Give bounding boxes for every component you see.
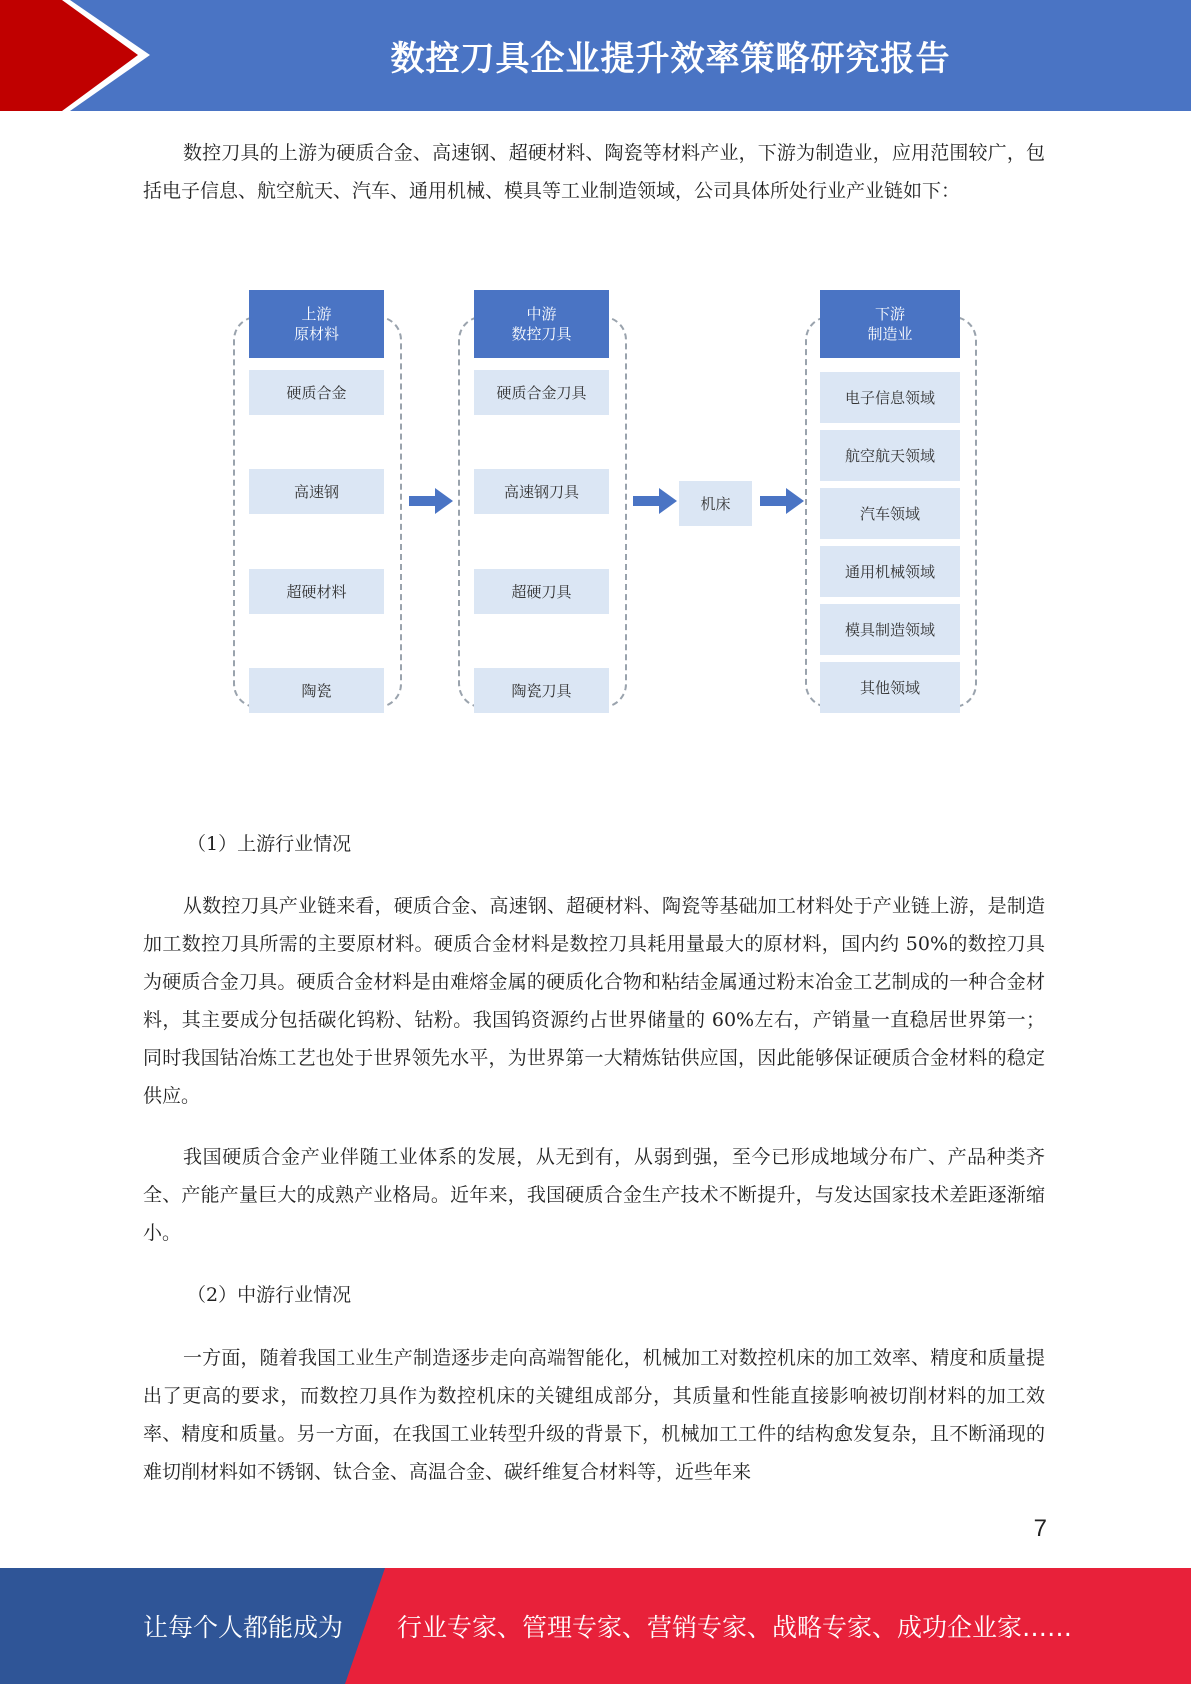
downstream-header-line2: 制造业 bbox=[867, 325, 913, 343]
midstream-item: 陶瓷刀具 bbox=[474, 668, 609, 713]
section1-heading: （1）上游行业情况 bbox=[187, 833, 352, 855]
upstream-item: 高速钢 bbox=[249, 469, 384, 514]
downstream-item: 模具制造领域 bbox=[820, 604, 960, 655]
downstream-header-line1: 下游 bbox=[874, 305, 905, 323]
midstream-header bbox=[474, 290, 609, 358]
upstream-item: 超硬材料 bbox=[249, 569, 384, 614]
machine-tool-box: 机床 bbox=[679, 481, 752, 526]
downstream-item: 通用机械领域 bbox=[820, 546, 960, 597]
downstream-item: 汽车领域 bbox=[820, 488, 960, 539]
upstream-item: 硬质合金 bbox=[249, 370, 384, 415]
page-number: 7 bbox=[1033, 1515, 1047, 1542]
downstream-item: 其他领域 bbox=[820, 662, 960, 713]
header-chevron-decoration bbox=[0, 0, 150, 111]
footer-slogan-left: 让每个人都能成为 bbox=[143, 1613, 344, 1642]
industry-chain-diagram bbox=[228, 286, 978, 726]
footer-slogan-right: 行业专家、管理专家、营销专家、战略专家、成功企业家…… bbox=[397, 1613, 1073, 1642]
upstream-header-line1: 上游 bbox=[301, 305, 332, 323]
intro-paragraph: 数控刀具的上游为硬质合金、高速钢、超硬材料、陶瓷等材料产业，下游为制造业，应用范围较广，包括电子信息、航空航天、汽车、通用机械、模具等工业制造领域，公司具体所处行业产业链如下： bbox=[143, 142, 1045, 202]
downstream-item: 航空航天领域 bbox=[820, 430, 960, 481]
downstream-item: 电子信息领域 bbox=[820, 372, 960, 423]
page-header bbox=[0, 0, 1191, 111]
page-footer bbox=[0, 1568, 1191, 1684]
upstream-header bbox=[249, 290, 384, 358]
section1-paragraph1: 从数控刀具产业链来看，硬质合金、高速钢、超硬材料、陶瓷等基础加工材料处于产业链上游，是制造加工数控刀具所需的主要原材料。硬质合金材料是数控刀具耗用量最大的原材料，国内约 50%的数控刀具为硬质合金刀具。硬质合金材料是由难熔金属的硬质化合物和粘结金属通过粉末冶金工艺制成的一种合金材料，其主要成分包括碳化钨粉、钴粉。我国钨资源约占世界储量的 60%左右，产销量一直稳居世界第一；同时我国钴冶炼工艺也处于世界领先水平，为世界第一大精炼钴供应国，因此能够保证硬质合金材料的稳定供应。 bbox=[143, 895, 1045, 1107]
midstream-item: 硬质合金刀具 bbox=[474, 370, 609, 415]
section1-paragraph2: 我国硬质合金产业伴随工业体系的发展，从无到有，从弱到强，至今已形成地域分布广、产品种类齐全、产能产量巨大的成熟产业格局。近年来，我国硬质合金生产技术不断提升，与发达国家技术差距逐渐缩小。 bbox=[143, 1146, 1045, 1244]
upstream-item: 陶瓷 bbox=[249, 668, 384, 713]
arrow-right-icon bbox=[633, 488, 677, 514]
section2-paragraph1: 一方面，随着我国工业生产制造逐步走向高端智能化，机械加工对数控机床的加工效率、精度和质量提出了更高的要求，而数控刀具作为数控机床的关键组成部分，其质量和性能直接影响被切削材料的加工效率、精度和质量。另一方面，在我国工业转型升级的背景下，机械加工工件的结构愈发复杂，且不断涌现的难切削材料如不锈钢、钛合金、高温合金、碳纤维复合材料等，近些年来 bbox=[143, 1347, 1045, 1483]
midstream-item: 超硬刀具 bbox=[474, 569, 609, 614]
arrow-right-icon bbox=[760, 488, 804, 514]
arrow-right-icon bbox=[409, 488, 453, 514]
midstream-header-line1: 中游 bbox=[526, 305, 557, 323]
section2-heading: （2）中游行业情况 bbox=[187, 1284, 352, 1306]
midstream-item: 高速钢刀具 bbox=[474, 469, 609, 514]
downstream-header bbox=[820, 290, 960, 358]
report-title: 数控刀具企业提升效率策略研究报告 bbox=[390, 39, 951, 79]
midstream-header-line2: 数控刀具 bbox=[511, 325, 572, 343]
upstream-header-line2: 原材料 bbox=[293, 325, 339, 343]
